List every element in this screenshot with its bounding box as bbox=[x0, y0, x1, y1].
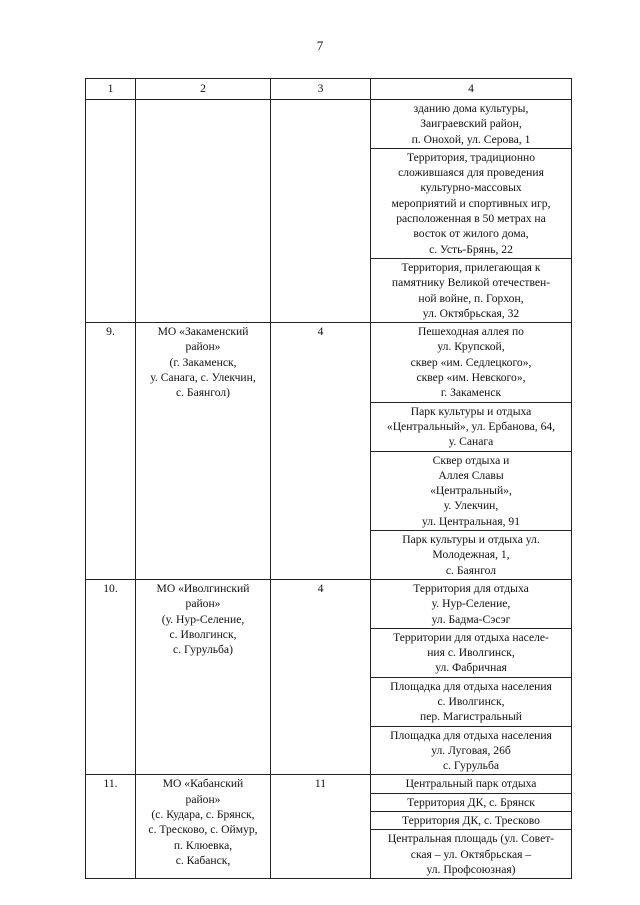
place-cell bbox=[371, 531, 572, 580]
cell-line: (г. Закаменск, bbox=[169, 355, 237, 369]
cell-line: Площадка для отдыха населения bbox=[390, 679, 552, 693]
cell-line: с. Баянгол) bbox=[175, 386, 231, 400]
cell-line: у. Нур-Селение, bbox=[431, 597, 511, 611]
cell-line: пер. Магистральный bbox=[419, 710, 523, 724]
cell-line: Территория ДК, с. Тресково bbox=[402, 814, 540, 828]
row-number-cell bbox=[86, 100, 136, 323]
cell-line: с. Тресково, с. Оймур, bbox=[148, 823, 258, 837]
row-number-cell: 11. bbox=[86, 775, 136, 879]
cell-line: памятнику Великой отечествен- bbox=[391, 276, 551, 290]
cell-line: ул. Бадма-Сэсэг bbox=[431, 612, 511, 626]
cell-line: с. Гурульба) bbox=[173, 643, 233, 657]
place-cell bbox=[371, 258, 572, 322]
cell-line: п. Клюевка, bbox=[173, 838, 233, 852]
cell-line: Территория, прилегающая к bbox=[401, 260, 541, 274]
cell-line: с. Гурульба bbox=[442, 759, 500, 773]
cell-line: Площадка для отдыха населения bbox=[390, 728, 552, 742]
municipality-cell bbox=[136, 100, 271, 323]
cell-line: сквер «им. Невского», bbox=[416, 371, 526, 385]
cell-line: Территория, традиционно bbox=[406, 150, 536, 164]
cell-line: сквер «им. Седлецкого», bbox=[410, 355, 532, 369]
cell-line: МО «Кабанский bbox=[162, 777, 244, 791]
cell-line: Территории для отдыха населе- bbox=[393, 630, 549, 644]
cell-line: МО «Иволгинский bbox=[156, 581, 250, 595]
cell-line: «Центральный», bbox=[430, 484, 512, 498]
cell-line: Парк культуры и отдыха bbox=[410, 404, 532, 418]
table-row bbox=[86, 775, 572, 793]
cell-line: с. Иволгинск, bbox=[437, 694, 505, 708]
cell-line: мероприятий и спортивных игр, bbox=[391, 196, 551, 210]
cell-line: Центральная площадь (ул. Совет- bbox=[387, 832, 555, 846]
page-number: 7 bbox=[316, 38, 324, 53]
cell-line: Молодежная, 1, bbox=[432, 548, 510, 562]
cell-line: у. Санага bbox=[448, 435, 494, 449]
cell-line: МО «Закаменский bbox=[157, 325, 249, 339]
cell-line: (у. Нур-Селение, bbox=[161, 612, 245, 626]
cell-line: восток от жилого дома, bbox=[413, 227, 529, 241]
cell-line: Пешеходная аллея по bbox=[418, 325, 524, 339]
place-cell bbox=[371, 402, 572, 451]
cell-line: ул. Фабричная bbox=[435, 661, 507, 675]
row-number-cell: 9. bbox=[86, 323, 136, 580]
cell-line: Сквер отдыха и bbox=[432, 453, 510, 467]
cell-line: ул. Центральная, 91 bbox=[422, 514, 520, 528]
cell-line: ул. Луговая, 26б bbox=[431, 743, 511, 757]
cell-line: расположенная в 50 метрах на bbox=[396, 212, 546, 226]
column-header: 1 bbox=[86, 79, 136, 100]
cell-line: у. Санага, с. Улекчин, bbox=[150, 371, 256, 385]
cell-line: район» bbox=[185, 792, 221, 806]
table-row bbox=[86, 100, 572, 149]
row-number-cell: 10. bbox=[86, 579, 136, 775]
cell-line: с. Усть-Брянь, 22 bbox=[429, 242, 513, 256]
place-cell bbox=[371, 830, 572, 879]
place-cell bbox=[371, 726, 572, 775]
cell-line: Парк культуры и отдыха ул. bbox=[402, 533, 540, 547]
cell-line: Аллея Славы bbox=[438, 468, 504, 482]
cell-line: сложившаяся для проведения bbox=[398, 166, 544, 180]
place-cell bbox=[371, 148, 572, 258]
place-cell bbox=[371, 579, 572, 628]
cell-line: «Центральный», ул. Ербанова, 64, bbox=[386, 419, 556, 433]
municipality-cell bbox=[136, 775, 271, 879]
column-header: 3 bbox=[271, 79, 371, 100]
place-cell bbox=[371, 100, 572, 149]
cell-line: с. Иволгинск, bbox=[169, 627, 237, 641]
place-count-cell: 4 bbox=[271, 579, 371, 775]
cell-line: ной войне, п. Горхон, bbox=[418, 291, 524, 305]
cell-line: Центральный парк отдыха bbox=[405, 777, 537, 791]
settlements-table bbox=[85, 78, 572, 879]
cell-line: с. Баянгол bbox=[445, 563, 497, 577]
place-count-cell: 4 bbox=[271, 323, 371, 580]
cell-line: с. Кабанск, bbox=[175, 853, 231, 867]
cell-line: ул. Профсоюзная) bbox=[426, 862, 516, 876]
cell-line: ния с. Иволгинск, bbox=[427, 646, 515, 660]
place-cell bbox=[371, 775, 572, 793]
place-cell bbox=[371, 812, 572, 830]
place-count-cell bbox=[271, 100, 371, 323]
column-header: 4 bbox=[371, 79, 572, 100]
place-cell bbox=[371, 793, 572, 811]
place-cell bbox=[371, 628, 572, 677]
table-row bbox=[86, 579, 572, 628]
municipality-cell bbox=[136, 323, 271, 580]
cell-line: район» bbox=[185, 597, 221, 611]
cell-line: Территория ДК, с. Брянск bbox=[407, 795, 535, 809]
place-cell bbox=[371, 451, 572, 530]
table-row bbox=[86, 323, 572, 402]
cell-line: ул. Октябрьская, 32 bbox=[422, 306, 520, 320]
cell-line: культурно-массовых bbox=[420, 181, 522, 195]
cell-line: Территория для отдыха bbox=[413, 581, 529, 595]
place-count-cell: 11 bbox=[271, 775, 371, 879]
place-cell bbox=[371, 323, 572, 402]
cell-line: г. Закаменск bbox=[440, 386, 502, 400]
table-header-row bbox=[86, 79, 572, 100]
cell-line: ул. Крупской, bbox=[437, 340, 505, 354]
cell-line: район» bbox=[185, 340, 221, 354]
place-cell bbox=[371, 677, 572, 726]
cell-line: зданию дома культуры, bbox=[413, 102, 529, 115]
municipality-cell bbox=[136, 579, 271, 775]
cell-line: ская – ул. Октябрьская – bbox=[410, 847, 532, 861]
cell-line: (с. Кудара, с. Брянск, bbox=[151, 808, 255, 822]
cell-line: Заиграевский район, bbox=[420, 117, 522, 131]
column-header: 2 bbox=[136, 79, 271, 100]
cell-line: п. Онохой, ул. Серова, 1 bbox=[411, 132, 531, 146]
cell-line: у. Улекчин, bbox=[443, 499, 499, 513]
